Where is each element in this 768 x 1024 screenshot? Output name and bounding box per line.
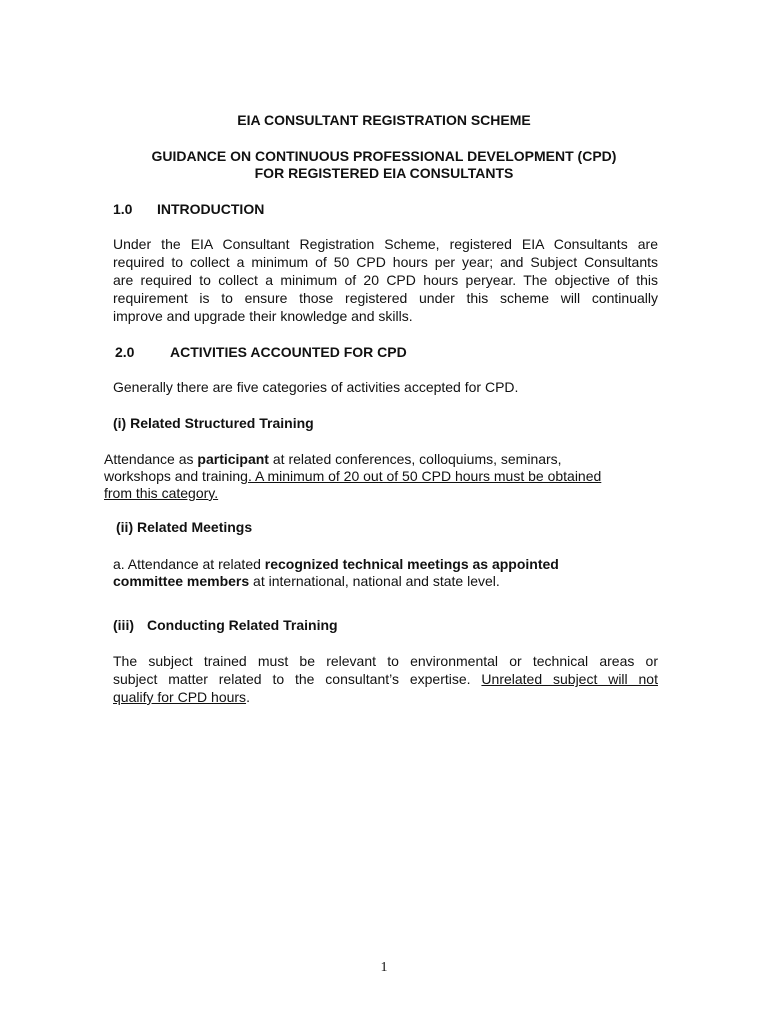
category-3-title: Conducting Related Training — [147, 617, 338, 633]
section-2-title: ACTIVITIES ACCOUNTED FOR CPD — [170, 344, 407, 360]
category-2-heading: (ii) Related Meetings — [116, 519, 253, 535]
category-3-line-3 — [113, 688, 250, 706]
category-3-line-3-underlined: qualify for CPD hours — [113, 689, 247, 705]
category-1-requirement-underlined: . A minimum of 20 out of 50 CPD hours must be obtained — [247, 468, 602, 484]
participant-emphasis: participant — [197, 451, 269, 467]
scheme-title: EIA CONSULTANT REGISTRATION SCHEME — [237, 112, 531, 128]
category-2-line-2 — [113, 572, 500, 590]
category-2-line-2-bold: committee members — [113, 573, 250, 589]
section-2-heading — [115, 343, 407, 361]
section-1-heading — [113, 200, 264, 218]
category-3-line-1: The subject trained must be relevant to environmental or technical areas or — [113, 653, 658, 669]
category-3-line-2-underlined: Unrelated subject will not — [481, 671, 658, 687]
guidance-title-line-1: GUIDANCE ON CONTINUOUS PROFESSIONAL DEVELOPMENT (CPD) — [151, 148, 617, 164]
page-number: 1 — [380, 960, 388, 975]
category-2-line-1-pre: a. Attendance at related — [113, 556, 265, 572]
category-3-number: (iii) — [113, 617, 134, 633]
guidance-title-line-2: FOR REGISTERED EIA CONSULTANTS — [254, 165, 514, 181]
category-1-line-1-pre: Attendance as — [104, 451, 198, 467]
intro-line-1: Under the EIA Consultant Registration Scheme, registered EIA Consultants are — [113, 236, 658, 252]
category-3-heading — [113, 616, 338, 634]
category-3-line-2-plain: subject matter related to the consultant’s expertise. — [113, 671, 482, 687]
category-1-heading: (i) Related Structured Training — [113, 415, 314, 431]
category-2-line-1 — [113, 555, 559, 573]
intro-line-3: are required to collect a minimum of 20 CPD hours peryear. The objective of this — [113, 272, 658, 288]
category-1-line-3: from this category. — [104, 485, 219, 501]
category-1-line-2-plain: workshops and training — [104, 468, 248, 484]
category-1-line-1 — [104, 450, 562, 468]
category-2-line-2-post: at international, national and state level. — [249, 573, 500, 589]
category-1-line-2 — [104, 467, 601, 485]
section-2-number: 2.0 — [115, 344, 135, 360]
intro-line-2: required to collect a minimum of 50 CPD hours per year; and Subject Consultants — [113, 254, 658, 270]
section-2-intro: Generally there are five categories of activities accepted for CPD. — [113, 379, 519, 395]
category-3-line-3-post: . — [246, 689, 250, 705]
category-1-line-1-post: at related conferences, colloquiums, seminars, — [268, 451, 562, 467]
intro-line-4: requirement is to ensure those registered under this scheme will continually — [113, 290, 658, 306]
category-2-line-1-bold: recognized technical meetings as appointed — [264, 556, 559, 572]
category-3-line-2 — [113, 670, 658, 688]
section-1-number: 1.0 — [113, 201, 133, 217]
intro-line-5: improve and upgrade their knowledge and skills. — [113, 308, 413, 324]
section-1-title: INTRODUCTION — [157, 201, 265, 217]
